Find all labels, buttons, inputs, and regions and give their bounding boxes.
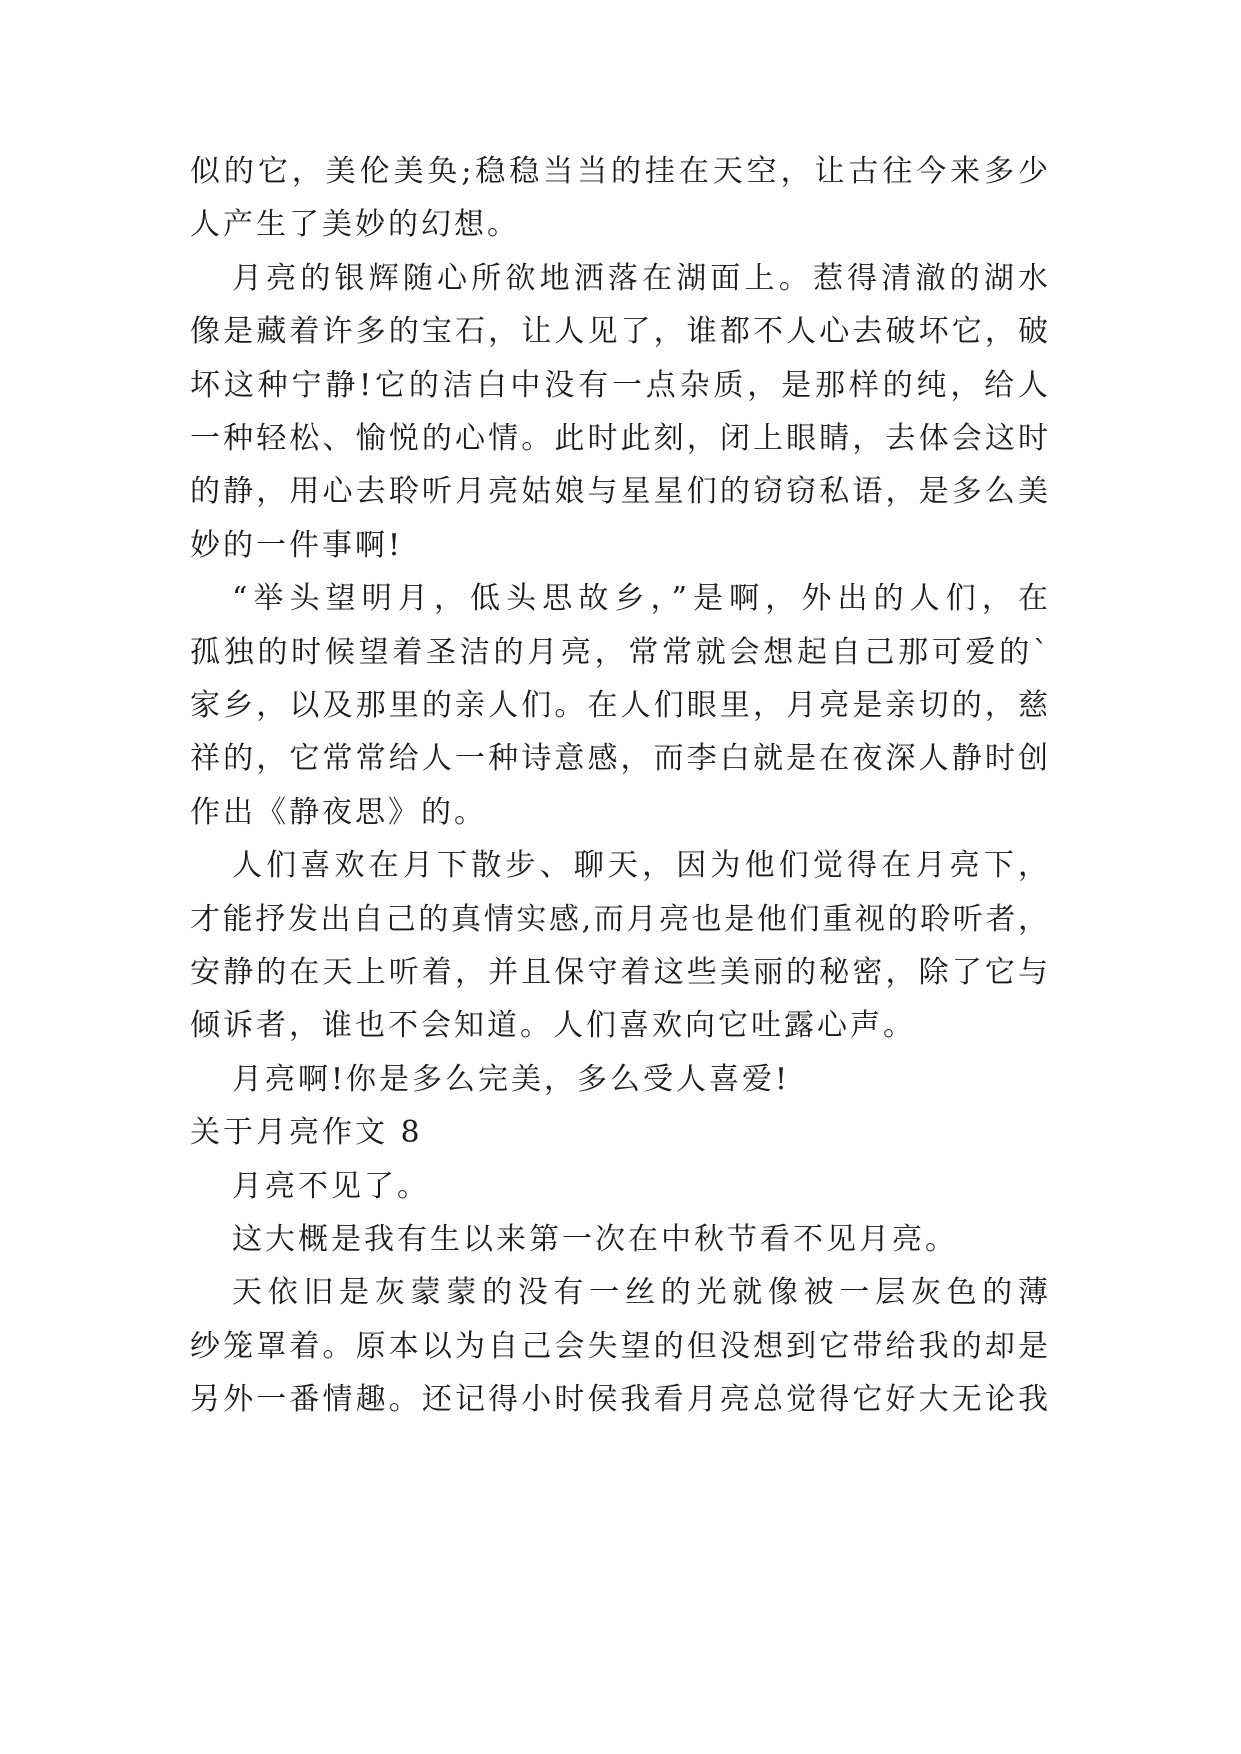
text-line: 祥的，它常常给人一种诗意感，而李白就是在夜深人静时创 [190,741,1048,776]
text-line: 倾诉者，谁也不会知道。人们喜欢向它吐露心声。 [190,1008,916,1043]
text-line: 天依旧是灰蒙蒙的没有一丝的光就像被一层灰色的薄 [232,1275,1048,1310]
text-line: 一种轻松、愉悦的心情。此时此刻，闭上眼睛，去体会这时 [190,421,1048,456]
text-line: 坏这种宁静!它的洁白中没有一点杂质，是那样的纯，给人 [190,368,1048,403]
text-line: 作出《静夜思》的。 [190,795,487,830]
text-line: 月亮啊!你是多么完美，多么受人喜爱! [232,1062,791,1097]
text-line: 纱笼罩着。原本以为自己会失望的但没想到它带给我的却是 [190,1329,1048,1364]
text-line: 另外一番情趣。还记得小时侯我看月亮总觉得它好大无论我 [190,1382,1048,1417]
text-line: 安静的在天上听着，并且保守着这些美丽的秘密，除了它与 [190,955,1048,990]
text-line: 似的它，美伦美奂;稳稳当当的挂在天空，让古往今来多少 [190,154,1048,189]
text-line: 像是藏着许多的宝石，让人见了，谁都不人心去破坏它，破 [190,314,1048,349]
section-heading: 关于月亮作文 8 [190,1115,423,1150]
text-line: 人们喜欢在月下散步、聊天，因为他们觉得在月亮下， [232,848,1048,883]
text-line: 这大概是我有生以来第一次在中秋节看不见月亮。 [232,1222,958,1257]
text-line: 才能抒发出自己的真情实感,而月亮也是他们重视的聆听者， [190,902,1048,937]
text-line: 月亮不见了。 [232,1169,430,1204]
text-line: 的静，用心去聆听月亮姑娘与星星们的窃窃私语，是多么美 [190,474,1048,509]
text-line: 人产生了美妙的幻想。 [190,207,520,242]
text-line: 家乡，以及那里的亲人们。在人们眼里，月亮是亲切的，慈 [190,688,1048,723]
text-line: 孤独的时候望着圣洁的月亮，常常就会想起自己那可爱的` [190,635,1048,670]
text-line: 妙的一件事啊! [190,528,404,563]
text-line: “举头望明月，低头思故乡，”是啊，外出的人们，在 [232,581,1048,616]
text-line: 月亮的银辉随心所欲地洒落在湖面上。惹得清澈的湖水 [232,261,1048,296]
